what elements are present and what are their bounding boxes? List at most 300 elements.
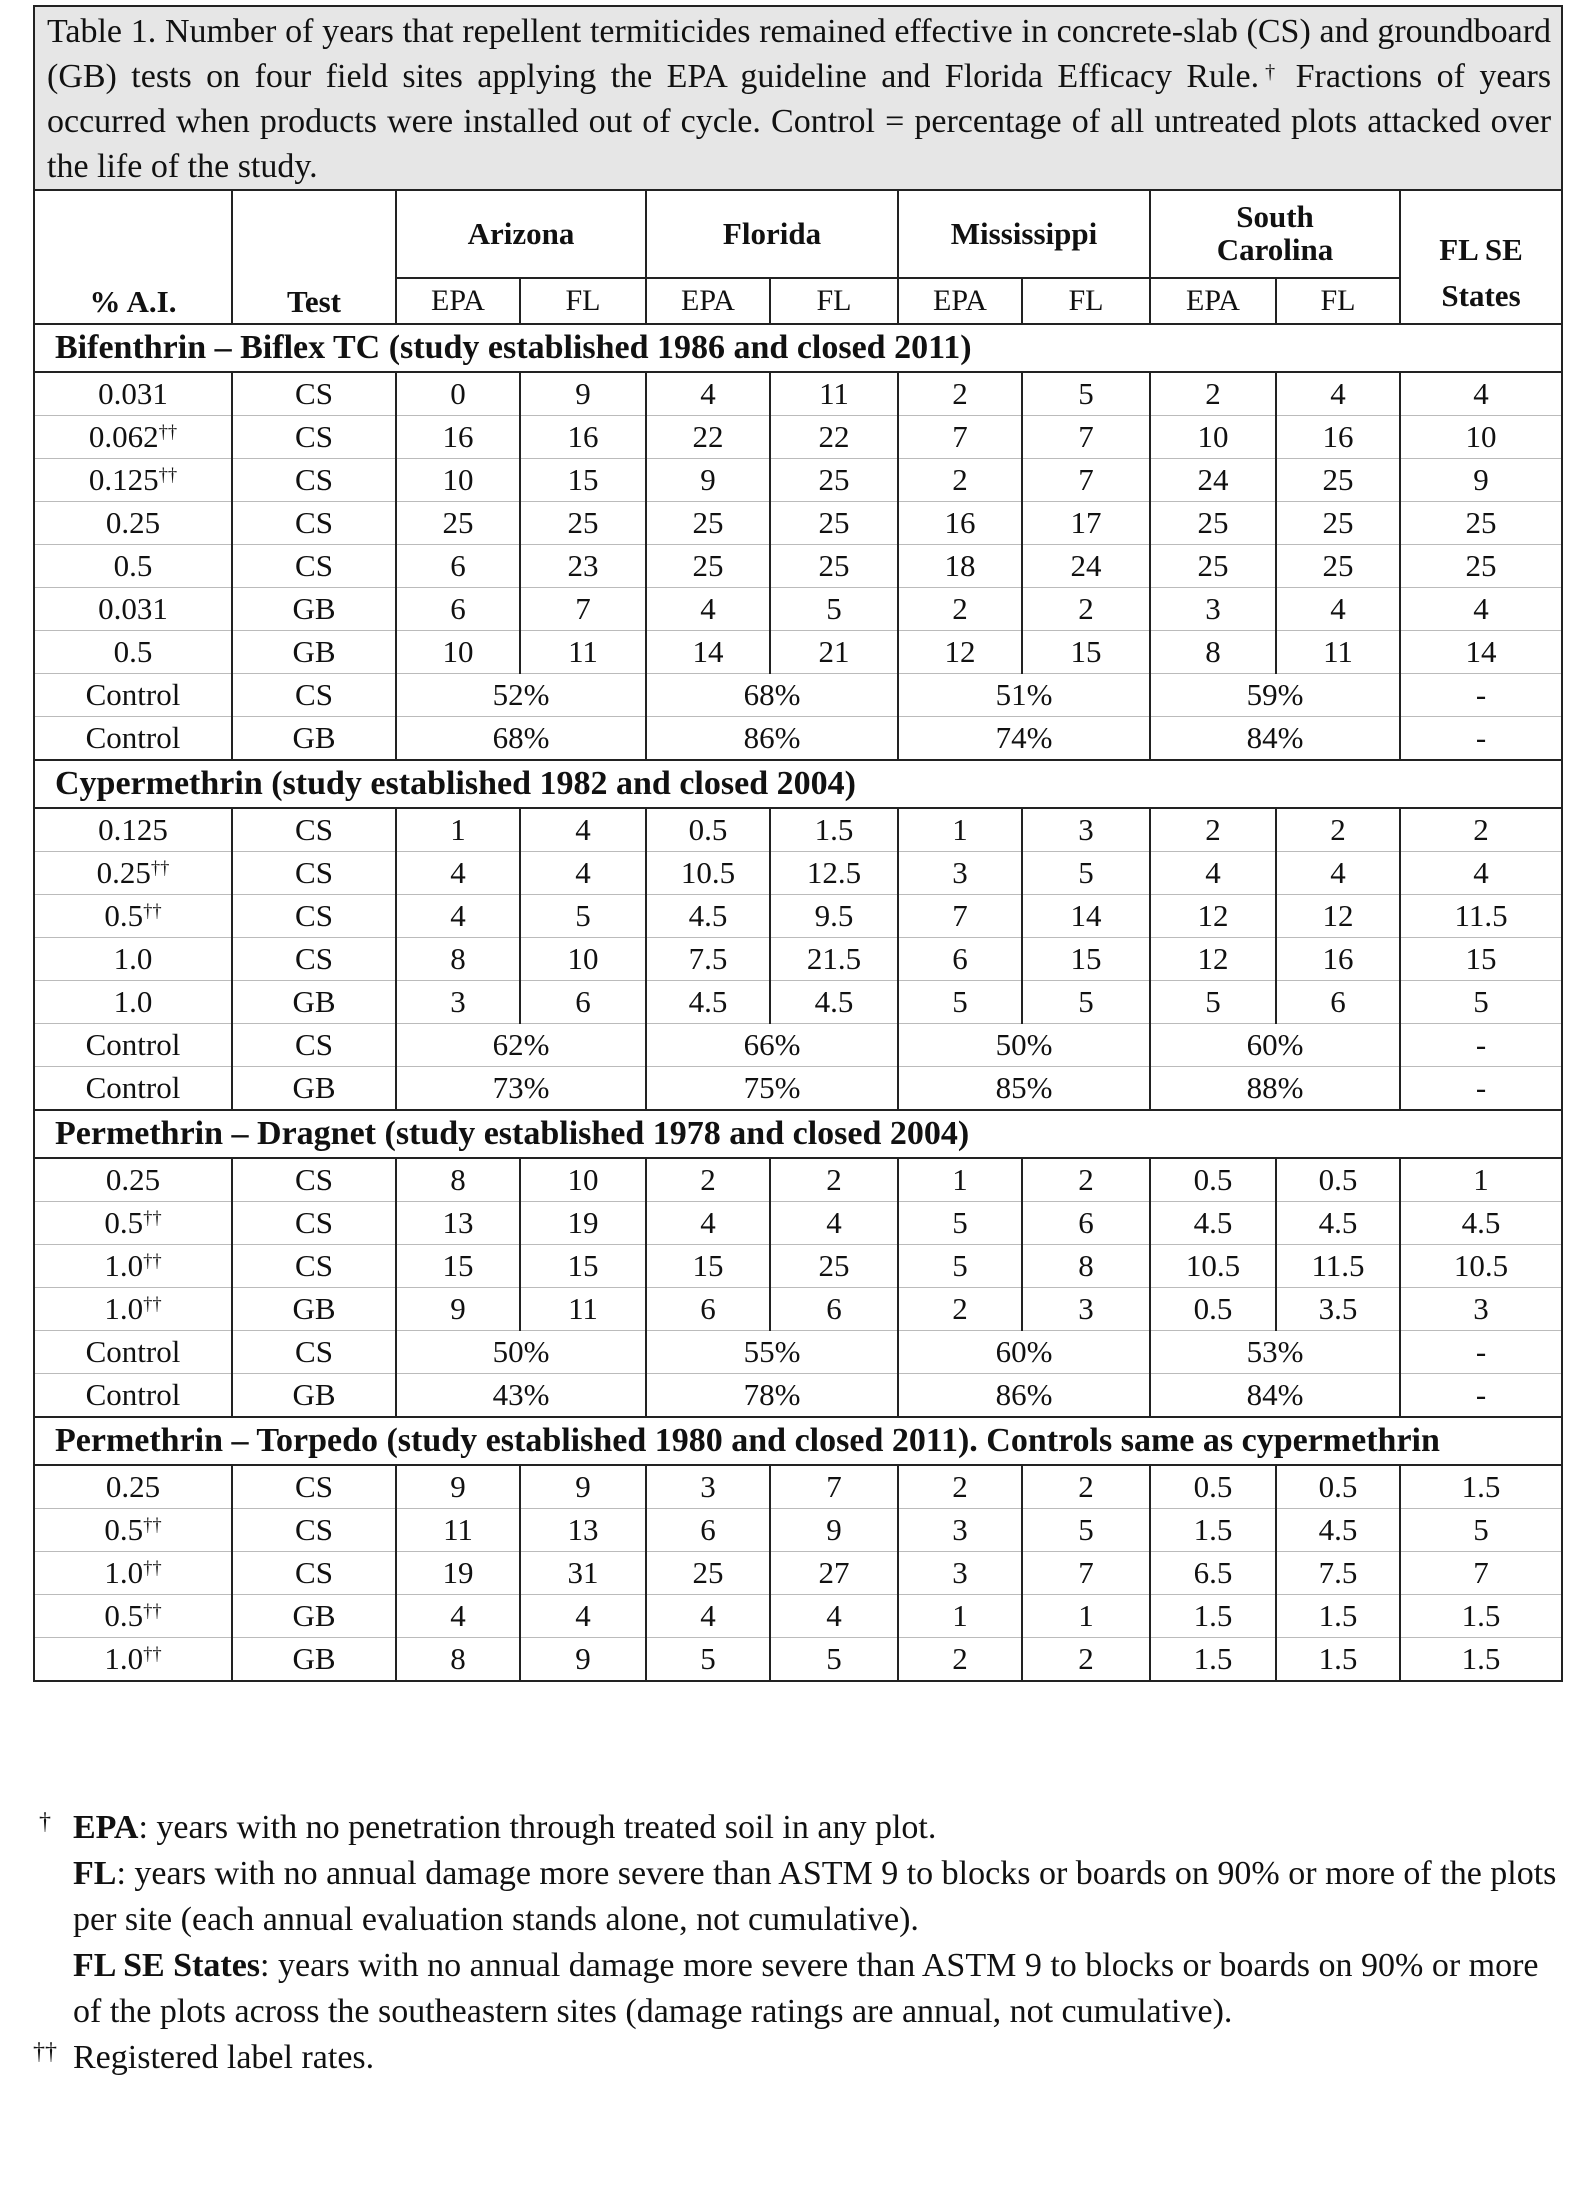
table-row: [34, 545, 1562, 588]
cell-value: 31: [520, 1552, 646, 1595]
section-title: Cypermethrin (study established 1982 and closed 2004): [34, 760, 1562, 808]
cell-value: 9: [770, 1509, 898, 1552]
cell-ai: 1.0††: [34, 1552, 232, 1595]
cell-control-percent: 84%: [1150, 1374, 1400, 1418]
cell-value: 25: [1400, 502, 1562, 545]
cell-value: 0.5: [1150, 1288, 1276, 1331]
cell-value: 9: [646, 459, 770, 502]
cell-test: CS: [232, 1245, 396, 1288]
cell-control-percent: 62%: [396, 1024, 646, 1067]
cell-ai: 0.5: [34, 545, 232, 588]
cell-control-percent: 50%: [396, 1331, 646, 1374]
cell-test: CS: [232, 938, 396, 981]
cell-value: 16: [1276, 416, 1400, 459]
cell-value: 4.5: [1150, 1202, 1276, 1245]
cell-test: CS: [232, 372, 396, 416]
cell-value: 14: [1022, 895, 1150, 938]
cell-value: 5: [1022, 1509, 1150, 1552]
cell-test: CS: [232, 502, 396, 545]
cell-control-percent: 86%: [646, 717, 898, 761]
cell-ai: Control: [34, 1024, 232, 1067]
cell-value: 4: [520, 808, 646, 852]
cell-control-percent: 53%: [1150, 1331, 1400, 1374]
cell-value: 5: [898, 981, 1022, 1024]
cell-value: 15: [396, 1245, 520, 1288]
cell-value: 4: [1276, 372, 1400, 416]
cell-value: 9: [1400, 459, 1562, 502]
cell-value: 25: [770, 1245, 898, 1288]
table-row: [34, 631, 1562, 674]
cell-test: CS: [232, 852, 396, 895]
cell-control-flse: -: [1400, 717, 1562, 761]
cell-value: 23: [520, 545, 646, 588]
cell-ai: Control: [34, 1374, 232, 1418]
cell-ai: Control: [34, 1331, 232, 1374]
cell-value: 7: [1400, 1552, 1562, 1595]
cell-value: 0.5: [1150, 1465, 1276, 1509]
cell-value: 1.5: [1400, 1465, 1562, 1509]
cell-value: 15: [1022, 938, 1150, 981]
cell-ai: 0.25: [34, 1158, 232, 1202]
cell-value: 1.5: [1276, 1638, 1400, 1682]
cell-value: 14: [1400, 631, 1562, 674]
cell-value: 4.5: [1276, 1509, 1400, 1552]
registered-rate-mark: ††: [150, 857, 170, 879]
cell-value: 1.5: [1150, 1595, 1276, 1638]
cell-value: 1.5: [1400, 1595, 1562, 1638]
registered-rate-mark: ††: [143, 1293, 162, 1315]
cell-value: 2: [1022, 1465, 1150, 1509]
cell-value: 25: [1150, 545, 1276, 588]
section-header: [34, 1110, 1562, 1158]
cell-value: 1.5: [770, 808, 898, 852]
table-row: [34, 1638, 1562, 1682]
cell-value: 4: [770, 1202, 898, 1245]
cell-value: 25: [646, 545, 770, 588]
table-row: [34, 852, 1562, 895]
cell-test: GB: [232, 1595, 396, 1638]
cell-value: 10: [1400, 416, 1562, 459]
cell-value: 11: [396, 1509, 520, 1552]
cell-control-percent: 50%: [898, 1024, 1150, 1067]
cell-value: 4.5: [1400, 1202, 1562, 1245]
cell-ai: 0.5††: [34, 1202, 232, 1245]
cell-ai: 1.0: [34, 938, 232, 981]
cell-value: 3: [1022, 808, 1150, 852]
header-site-arizona: Arizona: [396, 190, 646, 278]
cell-value: 12: [1150, 938, 1276, 981]
cell-test: CS: [232, 416, 396, 459]
cell-value: 5: [770, 1638, 898, 1682]
cell-value: 0.5: [646, 808, 770, 852]
cell-value: 8: [1150, 631, 1276, 674]
cell-value: 4: [1400, 588, 1562, 631]
cell-ai: Control: [34, 1067, 232, 1111]
header-site-mississippi: Mississippi: [898, 190, 1150, 278]
cell-value: 7: [770, 1465, 898, 1509]
cell-value: 22: [770, 416, 898, 459]
cell-value: 1: [1022, 1595, 1150, 1638]
cell-test: CS: [232, 1509, 396, 1552]
cell-value: 3: [898, 1552, 1022, 1595]
header-site-florida: Florida: [646, 190, 898, 278]
header-site-south-carolina: South Carolina: [1150, 190, 1400, 278]
table-row: [34, 588, 1562, 631]
cell-value: 12.5: [770, 852, 898, 895]
cell-control-percent: 73%: [396, 1067, 646, 1111]
cell-ai: Control: [34, 674, 232, 717]
cell-ai: 0.031: [34, 372, 232, 416]
header-fl: FL: [520, 278, 646, 324]
cell-value: 4.5: [646, 895, 770, 938]
cell-control-percent: 60%: [898, 1331, 1150, 1374]
cell-value: 2: [1150, 808, 1276, 852]
table-row: [34, 808, 1562, 852]
cell-value: 2: [1150, 372, 1276, 416]
cell-value: 11: [1276, 631, 1400, 674]
cell-test: CS: [232, 674, 396, 717]
cell-value: 4: [646, 1202, 770, 1245]
cell-test: CS: [232, 895, 396, 938]
cell-test: GB: [232, 1288, 396, 1331]
cell-value: 15: [1400, 938, 1562, 981]
cell-ai: 0.062††: [34, 416, 232, 459]
cell-value: 18: [898, 545, 1022, 588]
cell-value: 10.5: [646, 852, 770, 895]
cell-value: 16: [1276, 938, 1400, 981]
cell-control-percent: 51%: [898, 674, 1150, 717]
table-row: [34, 1509, 1562, 1552]
cell-test: CS: [232, 545, 396, 588]
cell-test: CS: [232, 1465, 396, 1509]
caption-dagger: †: [1259, 61, 1282, 83]
cell-ai: 0.5††: [34, 895, 232, 938]
cell-value: 6: [520, 981, 646, 1024]
cell-value: 4: [1400, 852, 1562, 895]
cell-control-percent: 68%: [396, 717, 646, 761]
cell-value: 2: [898, 1465, 1022, 1509]
table-row: [34, 1158, 1562, 1202]
cell-test: CS: [232, 1552, 396, 1595]
cell-value: 25: [1150, 502, 1276, 545]
cell-value: 4.5: [646, 981, 770, 1024]
cell-value: 8: [1022, 1245, 1150, 1288]
cell-value: 25: [1400, 545, 1562, 588]
cell-value: 13: [520, 1509, 646, 1552]
cell-value: 1.5: [1150, 1638, 1276, 1682]
header-row-sites: [34, 190, 1562, 278]
cell-value: 5: [1022, 852, 1150, 895]
cell-control-percent: 85%: [898, 1067, 1150, 1111]
cell-control-percent: 86%: [898, 1374, 1150, 1418]
header-test: Test: [232, 190, 396, 324]
cell-value: 10.5: [1150, 1245, 1276, 1288]
cell-value: 19: [396, 1552, 520, 1595]
cell-control-percent: 75%: [646, 1067, 898, 1111]
cell-test: CS: [232, 1158, 396, 1202]
footnote-registered: †† Registered label rates.: [33, 2035, 1561, 2081]
cell-value: 14: [646, 631, 770, 674]
cell-control-percent: 84%: [1150, 717, 1400, 761]
cell-value: 5: [1400, 1509, 1562, 1552]
header-epa: EPA: [898, 278, 1022, 324]
cell-value: 2: [1276, 808, 1400, 852]
cell-value: 2: [770, 1158, 898, 1202]
cell-value: 2: [898, 459, 1022, 502]
cell-control-percent: 66%: [646, 1024, 898, 1067]
cell-control-percent: 52%: [396, 674, 646, 717]
section-header: [34, 1417, 1562, 1465]
cell-value: 1.5: [1276, 1595, 1400, 1638]
footnotes: [33, 1805, 1561, 2081]
cell-value: 25: [770, 545, 898, 588]
cell-value: 10: [520, 1158, 646, 1202]
cell-value: 25: [770, 502, 898, 545]
cell-value: 1: [898, 1158, 1022, 1202]
cell-value: 10.5: [1400, 1245, 1562, 1288]
registered-rate-mark: ††: [143, 1643, 162, 1665]
registered-rate-mark: ††: [143, 1514, 162, 1536]
cell-value: 25: [1276, 459, 1400, 502]
cell-value: 25: [646, 502, 770, 545]
cell-value: 4: [646, 1595, 770, 1638]
cell-value: 9: [396, 1288, 520, 1331]
cell-value: 8: [396, 1638, 520, 1682]
cell-value: 5: [520, 895, 646, 938]
cell-value: 6: [898, 938, 1022, 981]
cell-value: 6: [396, 588, 520, 631]
cell-value: 5: [1022, 372, 1150, 416]
cell-value: 25: [396, 502, 520, 545]
cell-value: 10: [1150, 416, 1276, 459]
cell-value: 0.5: [1276, 1465, 1400, 1509]
cell-value: 3: [898, 1509, 1022, 1552]
registered-rate-mark: ††: [143, 900, 162, 922]
table-row: [34, 938, 1562, 981]
table-row: [34, 895, 1562, 938]
cell-ai: 1.0††: [34, 1288, 232, 1331]
cell-value: 4.5: [1276, 1202, 1400, 1245]
cell-value: 1: [396, 808, 520, 852]
registered-rate-mark: ††: [143, 1250, 162, 1272]
header-ai: % A.I.: [34, 190, 232, 324]
cell-test: GB: [232, 631, 396, 674]
cell-test: GB: [232, 981, 396, 1024]
table-row: [34, 459, 1562, 502]
cell-control-percent: 78%: [646, 1374, 898, 1418]
header-epa: EPA: [396, 278, 520, 324]
header-fl-se-states: FL SE States: [1400, 190, 1562, 324]
cell-ai: 0.5: [34, 631, 232, 674]
cell-value: 4.5: [770, 981, 898, 1024]
cell-value: 25: [770, 459, 898, 502]
cell-value: 13: [396, 1202, 520, 1245]
cell-value: 4: [396, 852, 520, 895]
registered-rate-mark: ††: [143, 1557, 162, 1579]
cell-control-percent: 68%: [646, 674, 898, 717]
cell-value: 1: [898, 808, 1022, 852]
section-title: Bifenthrin – Biflex TC (study established 1986 and closed 2011): [34, 324, 1562, 372]
cell-value: 7: [1022, 1552, 1150, 1595]
cell-value: 3.5: [1276, 1288, 1400, 1331]
cell-ai: 0.5††: [34, 1595, 232, 1638]
cell-value: 6: [1022, 1202, 1150, 1245]
cell-value: 11.5: [1400, 895, 1562, 938]
cell-test: GB: [232, 1638, 396, 1682]
cell-ai: 0.25††: [34, 852, 232, 895]
cell-value: 16: [520, 416, 646, 459]
table-row: [34, 1202, 1562, 1245]
table-row: [34, 1552, 1562, 1595]
cell-value: 3: [1150, 588, 1276, 631]
cell-value: 4: [1276, 852, 1400, 895]
cell-value: 6: [396, 545, 520, 588]
control-row: [34, 674, 1562, 717]
cell-value: 7: [1022, 416, 1150, 459]
cell-value: 25: [1276, 545, 1400, 588]
cell-value: 24: [1150, 459, 1276, 502]
footnote-fl-se: FL SE States: years with no annual damage more severe than ASTM 9 to blocks or boards on 90% or more of the plots across the southeastern sites (damage ratings are annual, not cumulative).: [73, 1947, 1539, 2030]
cell-value: 6: [1276, 981, 1400, 1024]
cell-value: 16: [898, 502, 1022, 545]
table-row: [34, 1288, 1562, 1331]
cell-value: 4: [520, 1595, 646, 1638]
cell-value: 1: [1400, 1158, 1562, 1202]
cell-value: 4: [1400, 372, 1562, 416]
control-row: [34, 1374, 1562, 1418]
cell-value: 9: [396, 1465, 520, 1509]
cell-value: 22: [646, 416, 770, 459]
control-row: [34, 1067, 1562, 1111]
section-header: [34, 324, 1562, 372]
cell-test: GB: [232, 1374, 396, 1418]
cell-value: 5: [1400, 981, 1562, 1024]
cell-value: 1.5: [1400, 1638, 1562, 1682]
registered-rate-mark: ††: [143, 1600, 162, 1622]
cell-control-flse: -: [1400, 1331, 1562, 1374]
cell-value: 4: [396, 895, 520, 938]
cell-value: 15: [646, 1245, 770, 1288]
cell-value: 2: [898, 588, 1022, 631]
cell-value: 2: [1400, 808, 1562, 852]
cell-value: 3: [646, 1465, 770, 1509]
cell-value: 11.5: [1276, 1245, 1400, 1288]
cell-ai: Control: [34, 717, 232, 761]
table-row: [34, 1245, 1562, 1288]
header-fl: FL: [1022, 278, 1150, 324]
section-title: Permethrin – Torpedo (study established 1980 and closed 2011). Controls same as cypermethrin: [34, 1417, 1562, 1465]
cell-value: 8: [396, 938, 520, 981]
cell-test: CS: [232, 1024, 396, 1067]
header-fl: FL: [1276, 278, 1400, 324]
cell-value: 6: [646, 1509, 770, 1552]
table-row: [34, 502, 1562, 545]
cell-value: 25: [646, 1552, 770, 1595]
cell-test: CS: [232, 459, 396, 502]
cell-value: 6: [646, 1288, 770, 1331]
cell-value: 9.5: [770, 895, 898, 938]
cell-control-flse: -: [1400, 1374, 1562, 1418]
control-row: [34, 1024, 1562, 1067]
cell-control-flse: -: [1400, 674, 1562, 717]
registered-rate-mark: ††: [158, 421, 178, 443]
cell-value: 10: [520, 938, 646, 981]
cell-value: 7: [898, 895, 1022, 938]
cell-value: 4: [646, 588, 770, 631]
cell-value: 5: [898, 1245, 1022, 1288]
cell-value: 9: [520, 1638, 646, 1682]
table-row: [34, 416, 1562, 459]
cell-value: 0.5: [1276, 1158, 1400, 1202]
cell-control-flse: -: [1400, 1067, 1562, 1111]
cell-value: 9: [520, 372, 646, 416]
cell-value: 21: [770, 631, 898, 674]
cell-value: 3: [396, 981, 520, 1024]
cell-value: 2: [646, 1158, 770, 1202]
cell-value: 5: [1022, 981, 1150, 1024]
cell-value: 3: [898, 852, 1022, 895]
cell-value: 25: [520, 502, 646, 545]
cell-value: 21.5: [770, 938, 898, 981]
cell-value: 10: [396, 631, 520, 674]
table-row: [34, 1595, 1562, 1638]
table-row: [34, 981, 1562, 1024]
table-row: [34, 372, 1562, 416]
cell-value: 3: [1022, 1288, 1150, 1331]
cell-ai: 0.125††: [34, 459, 232, 502]
table-caption: Table 1. Number of years that repellent termiticides remained effective in concrete-slab (CS) and groundboard (GB) tests on four field sites applying the EPA guideline and Florida Efficacy Rule.† Fractions of years occurred when products were installed out of cycle. Control = percentage of all untreated plots attacked over the life of the study.: [34, 6, 1562, 190]
cell-value: 4: [770, 1595, 898, 1638]
cell-value: 6.5: [1150, 1552, 1276, 1595]
cell-control-percent: 43%: [396, 1374, 646, 1418]
cell-value: 15: [520, 1245, 646, 1288]
cell-value: 6: [770, 1288, 898, 1331]
cell-value: 4: [396, 1595, 520, 1638]
cell-value: 0.5: [1150, 1158, 1276, 1202]
cell-value: 2: [898, 1288, 1022, 1331]
footnote-fl: FL: years with no annual damage more severe than ASTM 9 to blocks or boards on 90% or more of the plots per site (each annual evaluation stands alone, not cumulative).: [73, 1855, 1557, 1938]
cell-ai: 0.125: [34, 808, 232, 852]
cell-value: 4: [520, 852, 646, 895]
cell-value: 4: [1276, 588, 1400, 631]
header-epa: EPA: [1150, 278, 1276, 324]
cell-value: 2: [1022, 588, 1150, 631]
table-caption-row: [34, 6, 1562, 190]
cell-value: 8: [396, 1158, 520, 1202]
cell-value: 4: [1150, 852, 1276, 895]
cell-control-flse: -: [1400, 1024, 1562, 1067]
cell-value: 5: [1150, 981, 1276, 1024]
footnote-epa: † EPA: years with no penetration through treated soil in any plot.: [33, 1805, 1561, 1851]
cell-value: 7.5: [646, 938, 770, 981]
cell-value: 19: [520, 1202, 646, 1245]
cell-ai: 0.25: [34, 502, 232, 545]
cell-value: 12: [898, 631, 1022, 674]
cell-value: 11: [770, 372, 898, 416]
cell-value: 11: [520, 1288, 646, 1331]
cell-value: 24: [1022, 545, 1150, 588]
section-title: Permethrin – Dragnet (study established 1978 and closed 2004): [34, 1110, 1562, 1158]
cell-value: 15: [520, 459, 646, 502]
cell-value: 2: [898, 1638, 1022, 1682]
cell-value: 3: [1400, 1288, 1562, 1331]
cell-control-percent: 59%: [1150, 674, 1400, 717]
cell-value: 12: [1276, 895, 1400, 938]
termiticide-table: [33, 5, 1563, 1682]
cell-value: 15: [1022, 631, 1150, 674]
cell-value: 27: [770, 1552, 898, 1595]
cell-value: 5: [898, 1202, 1022, 1245]
